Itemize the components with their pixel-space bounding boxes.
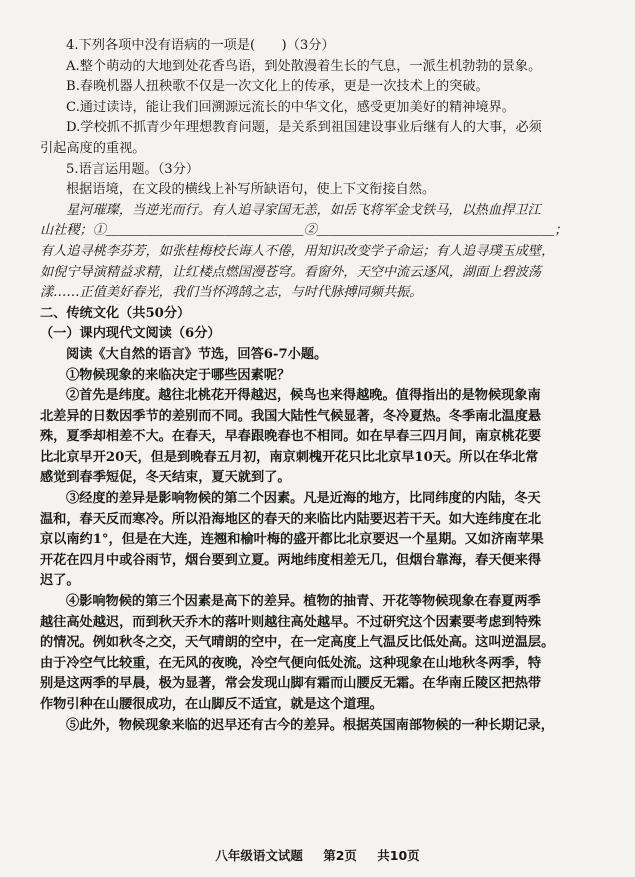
- page-footer: [0, 846, 635, 864]
- section-title: 二、传统文化（共50分）: [40, 305, 191, 321]
- subsection-title: （一）课内现代文阅读（6分）: [40, 326, 221, 342]
- q4-option-b: B.春晚机器人扭秧歌不仅是一次文化上的传承，更是一次技术上的突破。: [66, 79, 489, 95]
- passage-line: 由于冷空气比较重，在无风的夜晚，冷空气便向低处流。这种现象在山地秋冬两季，特: [40, 655, 542, 671]
- passage-line: 北差异的日数因季节的差别而不同。我国大陆性气候显著，冬冷夏热。冬季南北温度悬: [40, 408, 542, 424]
- passage-line: ①物候现象的来临决定于哪些因素呢？: [66, 367, 291, 383]
- page-content: [40, 36, 602, 736]
- passage-line: 殊，夏季却相差不大。在春天，早春跟晚春也不相同。如在早春三四月间，南京桃花要: [40, 429, 542, 445]
- q4-option-c: C.通过读诗，能让我们回溯源远流长的中华文化，感受更加美好的精神境界。: [66, 99, 515, 115]
- q5-passage-line-5: 漾……正值美好春光，我们当怀鸿鹄之志，与时代脉搏同频共振。: [40, 285, 423, 301]
- q5-passage-blanks: 山社稷；①＿＿＿＿＿＿＿＿＿＿＿＿＿＿＿②＿＿＿＿＿＿＿＿＿＿＿＿＿＿＿＿＿＿；: [40, 223, 568, 239]
- q5-stem: 5.语言运用题。（3分）: [66, 161, 200, 177]
- passage-line: 温和，春天反而寒冷。所以沿海地区的春天的来临比内陆要迟若干天。如大连纬度在北: [40, 511, 542, 527]
- passage-line: ⑤此外，物候现象来临的迟早还有古今的差异。根据英国南部物候的一种长期记录，: [66, 717, 554, 733]
- footer-page-number: 第2页: [323, 848, 357, 863]
- reading-prompt: 阅读《大自然的语言》节选，回答6-7小题。: [66, 346, 328, 362]
- q4-option-d-continued: 引起高度的重视。: [40, 140, 146, 156]
- passage-line: 越往高处越迟，而到秋天乔木的落叶则越往高处越早。不过研究这个因素要考虑到特殊: [40, 614, 542, 630]
- q5-instruction: 根据语境，在文段的横线上补写所缺语句，使上下文衔接自然。: [66, 182, 436, 198]
- q5-passage-line-4: 如倪宁导演精益求精，让红楼点燃国漫苍穹。看窗外，天空中流云逐风，湖面上碧波荡: [40, 264, 542, 280]
- q4-option-a: A.整个萌动的大地到处花香鸟语，到处散漫着生长的气息，一派生机勃勃的景象。: [66, 58, 542, 74]
- passage-line: 比北京早开20天，但是到晚春五月初，南京刺槐开花只比北京早10天。所以在华北常: [40, 449, 539, 465]
- passage-line: 京以南约1°，但是在大连，连翘和榆叶梅的盛开都比北京要迟一个星期。又如济南苹果: [40, 532, 544, 548]
- passage-line: 别是这两季的早晨，极为显著，常会发现山脚有霜而山腰反无霜。在华南丘陵区把热带: [40, 676, 542, 692]
- passage-line: ④影响物候的第三个因素是高下的差异。植物的抽青、开花等物候现象在春夏两季: [66, 594, 541, 610]
- passage-line: ②首先是纬度。越往北桃花开得越迟，候鸟也来得越晚。值得指出的是物候现象南: [66, 388, 541, 404]
- passage-line: 作物引种在山腰很成功，在山脚反不适宜，就是这个道理。: [40, 697, 383, 712]
- q4-stem: 4.下列各项中没有语病的一项是( )（3分）: [66, 38, 335, 53]
- q5-passage-line-1: 星河璀璨，当逆光而行。有人追寻家国无恙，如岳飞将军金戈铁马，以热血捍卫江: [66, 202, 541, 218]
- passage-line: 开花在四月中或谷雨节，烟台要到立夏。两地纬度相差无几，但烟台靠海，春天便来得: [40, 552, 542, 568]
- q4-option-d: D.学校抓不抓青少年理想教育问题，是关系到祖国建设事业后继有人的大事，必须: [66, 120, 542, 136]
- passage-line: 感觉到春季短促，冬天结束，夏天就到了。: [40, 470, 291, 486]
- footer-exam-name: 八年级语文试题: [215, 848, 303, 863]
- q5-passage-line-3: 有人追寻桃李芬芳，如张桂梅校长诲人不倦，用知识改变学子命运；有人追寻璞玉成壁，: [40, 243, 555, 259]
- passage-line: 的情况。例如秋冬之交，天气晴朗的空中，在一定高度上气温反比低处高。这叫逆温层。: [40, 635, 555, 651]
- passage-line: ③经度的差异是影响物候的第二个因素。凡是近海的地方，比同纬度的内陆，冬天: [66, 491, 541, 507]
- passage-line: 迟了。: [40, 573, 80, 589]
- footer-total-pages: 共10页: [377, 848, 420, 863]
